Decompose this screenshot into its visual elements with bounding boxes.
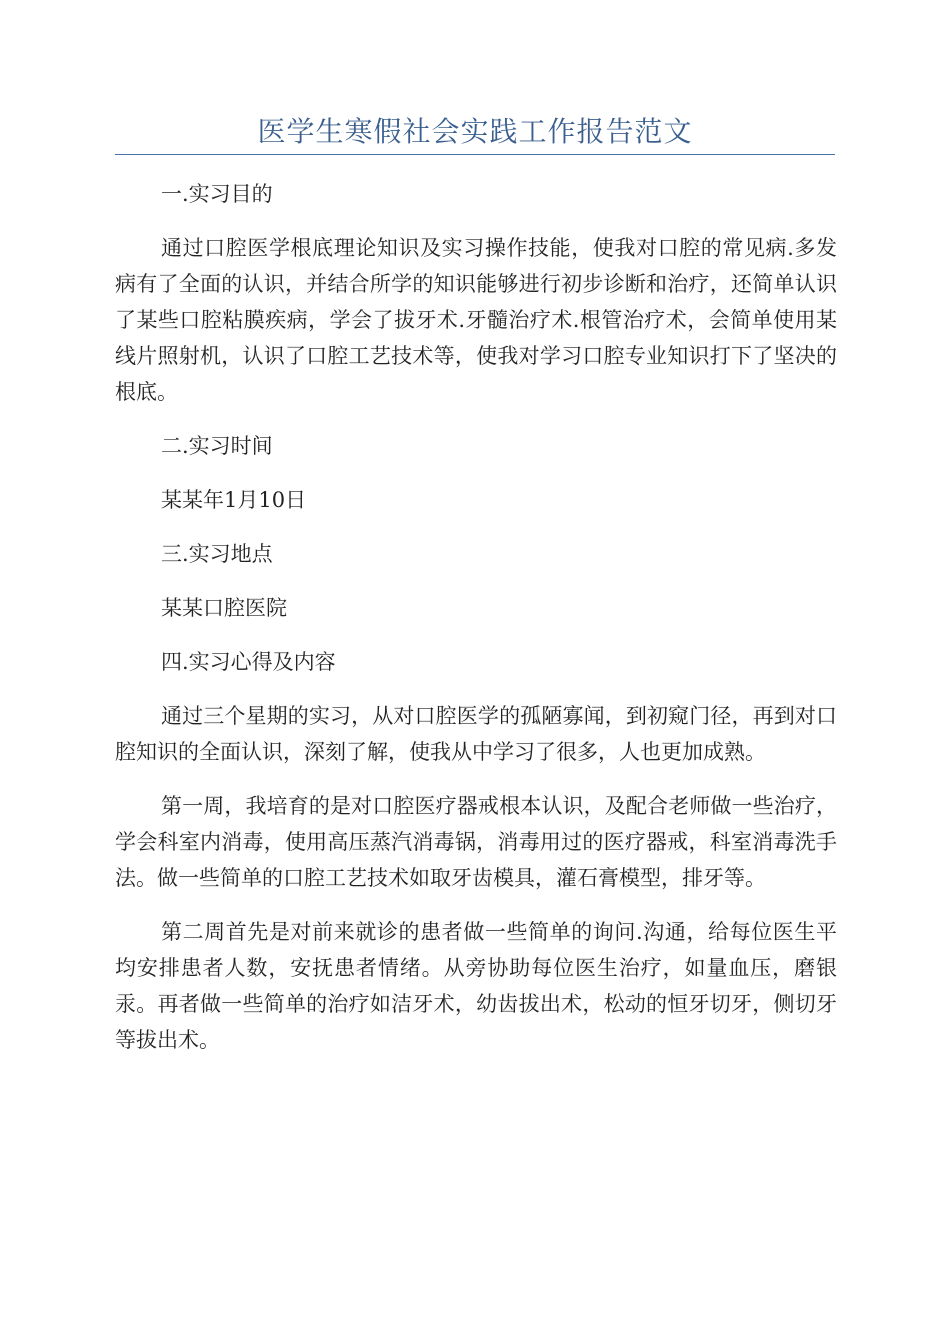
paragraph-week-two: 第二周首先是对前来就诊的患者做一些简单的询问.沟通，给每位医生平均安排患者人数，安抚患者情绪。从旁协助每位医生治疗，如量血压，磨银汞。再者做一些简单的治疗如洁牙术，幼齿拔出术，松动的恒牙切牙，侧切牙等拔出术。 (115, 920, 837, 1052)
document-body (115, 176, 837, 1058)
internship-date: 某某年1月10日 (161, 488, 307, 512)
section-heading-purpose: 一.实习目的 (161, 182, 273, 206)
section-heading-experience: 四.实习心得及内容 (161, 650, 336, 674)
paragraph-week-one: 第一周，我培育的是对口腔医疗器戒根本认识，及配合老师做一些治疗，学会科室内消毒，使用高压蒸汽消毒锅，消毒用过的医疗器戒，科室消毒洗手法。做一些简单的口腔工艺技术如取牙齿模具，灌石膏模型，排牙等。 (115, 794, 837, 890)
section-heading-location: 三.实习地点 (161, 542, 273, 566)
paragraph-experience-intro: 通过三个星期的实习，从对口腔医学的孤陋寡闻，到初窥门径，再到对口腔知识的全面认识，深刻了解，使我从中学习了很多，人也更加成熟。 (115, 704, 837, 764)
paragraph-purpose: 通过口腔医学根底理论知识及实习操作技能，使我对口腔的常见病.多发病有了全面的认识，并结合所学的知识能够进行初步诊断和治疗，还简单认识了某些口腔粘膜疾病，学会了拔牙术.牙髓治疗术.根管治疗术，会简单使用某线片照射机，认识了口腔工艺技术等，使我对学习口腔专业知识打下了坚决的根底。 (115, 236, 837, 404)
document-title: 医学生寒假社会实践工作报告范文 (257, 115, 693, 148)
title-underline (115, 154, 835, 155)
section-heading-time: 二.实习时间 (161, 434, 273, 458)
internship-location: 某某口腔医院 (161, 596, 287, 620)
